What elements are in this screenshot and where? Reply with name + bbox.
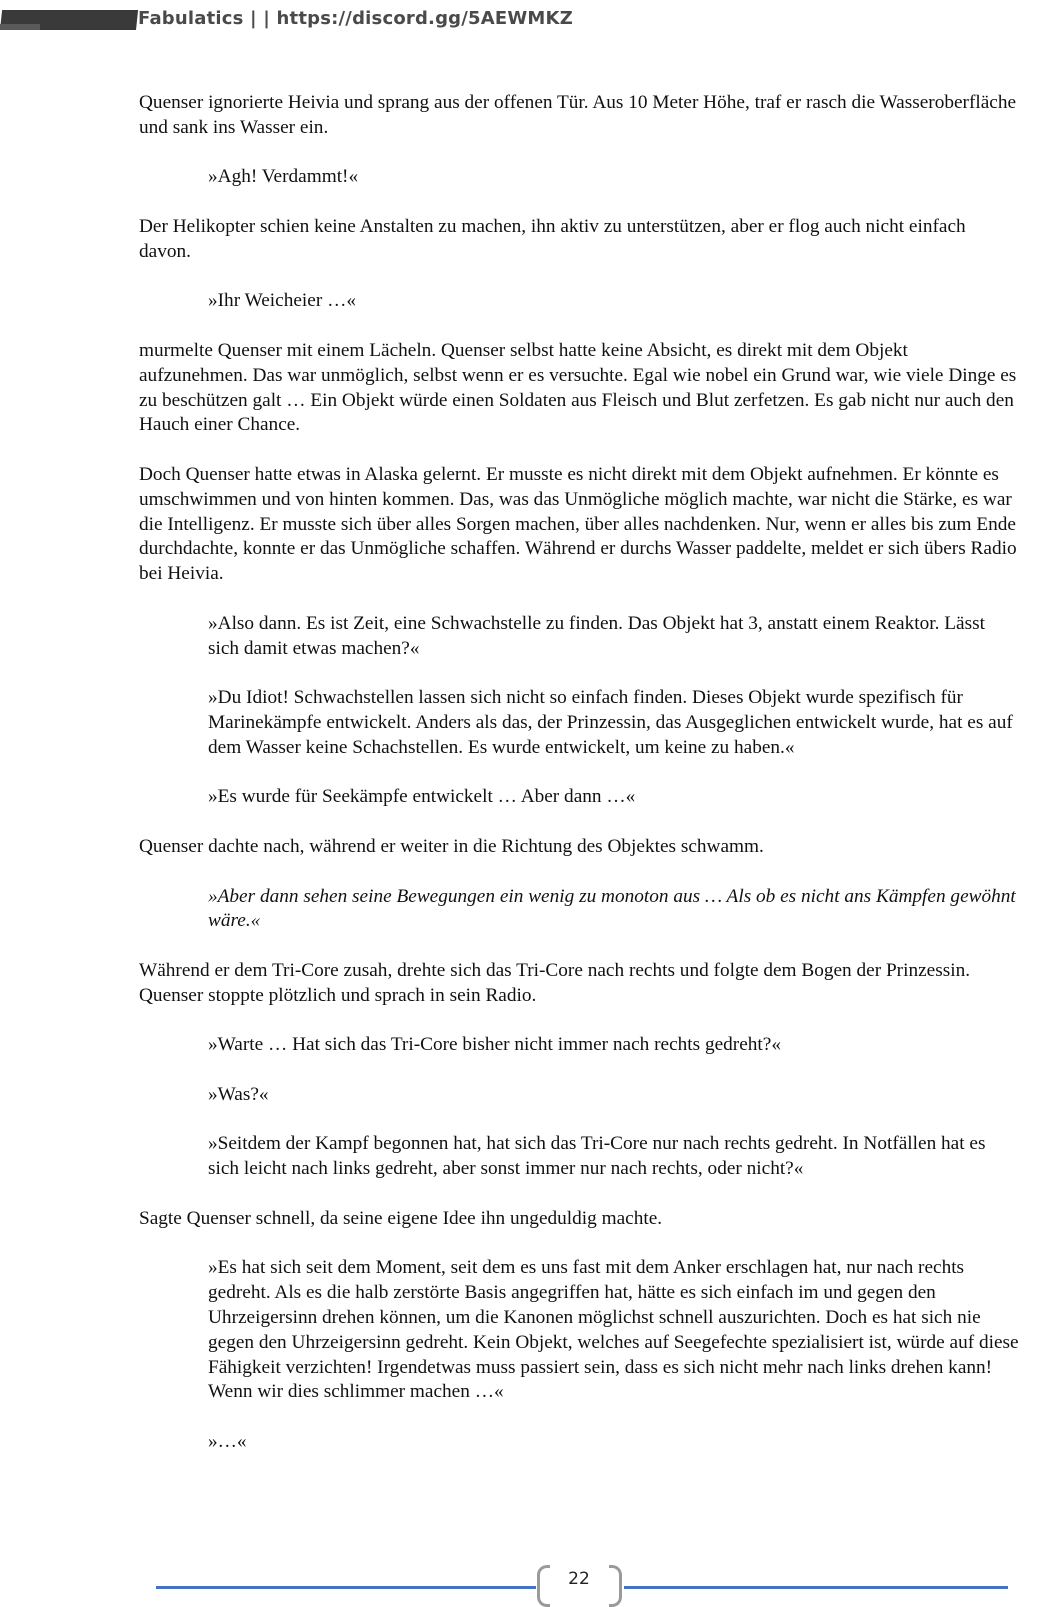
dialogue-paragraph: »Was?« [208, 1083, 269, 1105]
dialogue-paragraph: »Warte … Hat sich das Tri-Core bisher nicht immer nach rechts gedreht?« [208, 1034, 781, 1056]
footer-rule-right [624, 1586, 1008, 1589]
dialogue-paragraph: »Also dann. Es ist Zeit, eine Schwachstelle zu finden. Das Objekt hat 3, anstatt einem Reaktor. Lässt sich damit etwas machen?« [208, 612, 985, 659]
dialogue-paragraph: »Du Idiot! Schwachstellen lassen sich nicht so einfach finden. Dieses Objekt wurde spezifisch für Marinekämpfe entwickelt. Anders als das, der Prinzessin, das Ausgeglichen entwickelt wurde, hat es auf dem Wasser keine Schachstellen. Es wurde entwickelt, um keine zu haben.« [208, 687, 1013, 758]
page-number: 22 [568, 1569, 590, 1589]
paragraph: Doch Quenser hatte etwas in Alaska gelernt. Er musste es nicht direkt mit dem Objekt aufnehmen. Er könnte es umschwimmen und von hinten kommen. Das, was das Unmögliche möglich machte, war nicht die Stärke, es war die Intelligenz. Er musste sich über alles Sorgen machen, über alles nachdenken. Nur, wenn er alles bis zum Ende durchdachte, konnte er das Unmögliche schaffen. Während er durchs Wasser paddelte, meldet er sich übers Radio bei Heivia. [139, 463, 1017, 585]
thought-paragraph: »Aber dann sehen seine Bewegungen ein wenig zu monoton aus … Als ob es nicht ans Kämpfen gewöhnt wäre.« [208, 885, 1016, 932]
dialogue-paragraph: »Es hat sich seit dem Moment, seit dem es uns fast mit dem Anker erschlagen hat, nur nach rechts gedreht. Als es die halb zerstörte Basis angegriffen hat, hätte es sich einfach im und gegen den Uhrzeigersinn drehen können, um die Kanonen möglichst schnell auszurichten. Doch es hat sich nie gegen den Uhrzeigersinn gedreht. Kein Objekt, welches auf Seegefechte spezialisiert ist, würde auf diese Fähigkeit verzichten! Irgendetwas muss passiert sein, dass es sich nicht mehr nach links drehen kann! Wenn wir dies schlimmer machen …« [208, 1257, 1019, 1403]
paragraph: Sagte Quenser schnell, da seine eigene Idee ihn ungeduldig machte. [139, 1207, 663, 1229]
page-body [139, 91, 1019, 1480]
paragraph: Quenser dachte nach, während er weiter in die Richtung des Objektes schwamm. [139, 835, 764, 857]
dialogue-paragraph: »Seitdem der Kampf begonnen hat, hat sich das Tri-Core nur nach rechts gedreht. In Notfällen hat es sich leicht nach links gedreht, aber sonst immer nur nach rechts, oder nicht?« [208, 1133, 986, 1180]
header-title: Fabulatics | | https://discord.gg/5AEWMKZ [138, 8, 573, 29]
paragraph: Der Helikopter schien keine Anstalten zu machen, ihn aktiv zu unterstützen, aber er flog auch nicht einfach davon. [139, 215, 966, 262]
footer-rule-left [156, 1586, 536, 1589]
dialogue-paragraph: »Es wurde für Seekämpfe entwickelt … Aber dann …« [208, 786, 636, 808]
paragraph: murmelte Quenser mit einem Lächeln. Quenser selbst hatte keine Absicht, es direkt mit dem Objekt aufzunehmen. Das war unmöglich, selbst wenn er es versuchte. Egal wie nobel ein Grund war, wie viele Dinge es zu beschützen galt … Ein Objekt würde einen Soldaten aus Fleisch und Blut zerfetzen. Es gab nicht nur auch den Hauch einer Chance. [139, 339, 1017, 436]
paragraph: Während er dem Tri-Core zusah, drehte sich das Tri-Core nach rechts und folgte dem Bogen der Prinzessin. Quenser stoppte plötzlich und sprach in sein Radio. [139, 959, 971, 1006]
dialogue-paragraph: »Ihr Weicheier …« [208, 290, 356, 312]
dialogue-paragraph: »…« [208, 1431, 247, 1453]
dialogue-paragraph: »Agh! Verdammt!« [208, 166, 359, 188]
paragraph: Quenser ignorierte Heivia und sprang aus der offenen Tür. Aus 10 Meter Höhe, traf er rasch die Wasseroberfläche und sank ins Wasser ein. [139, 92, 1017, 138]
header-decoration-stripe [0, 24, 40, 30]
page-number-bracket-right [609, 1565, 622, 1607]
